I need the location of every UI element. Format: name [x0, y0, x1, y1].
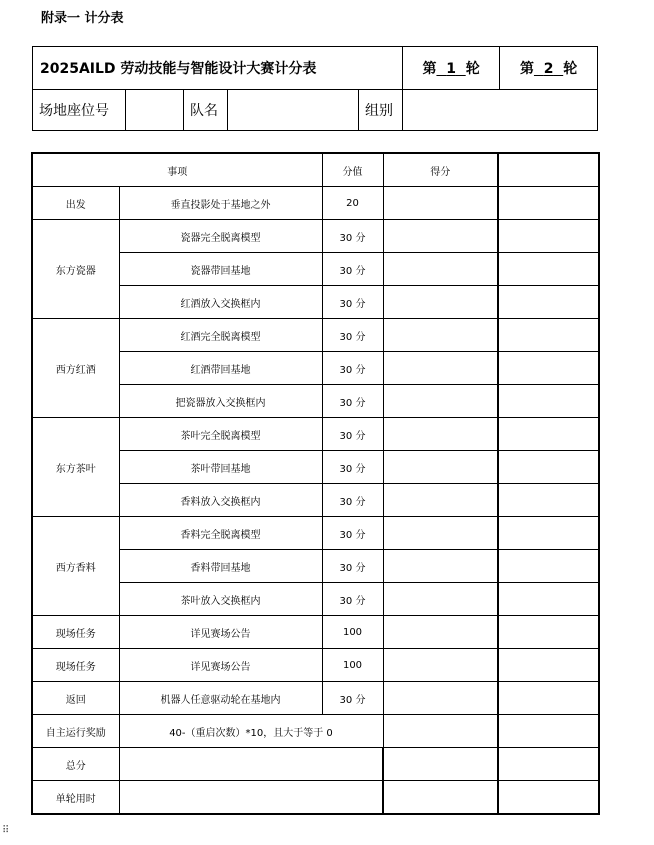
- item-desc: 红酒放入交换框内: [119, 286, 322, 319]
- group-value[interactable]: [403, 90, 598, 131]
- table-row: [32, 715, 599, 748]
- extra-cell: [498, 253, 599, 286]
- extra-cell: [498, 682, 599, 715]
- score-input[interactable]: [383, 187, 498, 220]
- extra-cell: [498, 550, 599, 583]
- section-east-porcelain: 东方瓷器: [32, 220, 119, 319]
- item-desc: 详见赛场公告: [119, 616, 322, 649]
- score-input[interactable]: [383, 385, 498, 418]
- section-round-time: 单轮用时: [32, 781, 119, 815]
- section-bonus: 自主运行奖励: [32, 715, 119, 748]
- item-points: 30 分: [322, 286, 383, 319]
- table-row: [32, 682, 599, 715]
- score-input[interactable]: [383, 451, 498, 484]
- item-points: 30 分: [322, 352, 383, 385]
- table-row: [32, 319, 599, 352]
- extra-cell: [498, 781, 599, 815]
- item-desc: 茶叶带回基地: [119, 451, 322, 484]
- score-input[interactable]: [383, 418, 498, 451]
- table-header-row: [32, 153, 599, 187]
- total-blank: [119, 748, 383, 781]
- item-desc: 把瓷器放入交换框内: [119, 385, 322, 418]
- section-east-tea: 东方茶叶: [32, 418, 119, 517]
- score-table: [31, 152, 600, 815]
- score-input[interactable]: [383, 616, 498, 649]
- table-row: [32, 418, 599, 451]
- item-points: 30 分: [322, 451, 383, 484]
- item-desc: 红酒带回基地: [119, 352, 322, 385]
- round-2-number: 2: [543, 61, 554, 77]
- score-input[interactable]: [383, 352, 498, 385]
- item-points: 30 分: [322, 253, 383, 286]
- column-header-points: 分值: [322, 153, 383, 187]
- item-points: 30 分: [322, 385, 383, 418]
- item-desc: 红酒完全脱离模型: [119, 319, 322, 352]
- table-row: [32, 748, 599, 781]
- extra-cell: [498, 319, 599, 352]
- column-header-item: 事项: [32, 153, 322, 187]
- score-input[interactable]: [383, 583, 498, 616]
- extra-cell: [498, 187, 599, 220]
- section-return: 返回: [32, 682, 119, 715]
- score-input[interactable]: [383, 220, 498, 253]
- section-onsite-task: 现场任务: [32, 649, 119, 682]
- extra-cell: [498, 583, 599, 616]
- table-row: [32, 649, 599, 682]
- item-desc: 瓷器完全脱离模型: [119, 220, 322, 253]
- extra-cell: [498, 153, 599, 187]
- extra-cell: [498, 715, 599, 748]
- extra-cell: [498, 451, 599, 484]
- section-west-spice: 西方香料: [32, 517, 119, 616]
- item-points: 30 分: [322, 484, 383, 517]
- score-input[interactable]: [383, 550, 498, 583]
- item-desc: 机器人任意驱动轮在基地内: [119, 682, 322, 715]
- section-west-wine: 西方红酒: [32, 319, 119, 418]
- team-name-label: 队名: [184, 90, 228, 131]
- table-row: [32, 616, 599, 649]
- item-points: 30 分: [322, 517, 383, 550]
- score-input[interactable]: [383, 517, 498, 550]
- item-desc: 垂直投影处于基地之外: [119, 187, 322, 220]
- item-points: 30 分: [322, 418, 383, 451]
- item-desc: 详见赛场公告: [119, 649, 322, 682]
- time-blank: [119, 781, 383, 815]
- score-input[interactable]: [383, 319, 498, 352]
- scoresheet-title: 2025AILD 劳动技能与智能设计大赛计分表: [33, 47, 403, 90]
- extra-cell: [498, 748, 599, 781]
- group-label: 组别: [359, 90, 403, 131]
- site-seat-value[interactable]: [126, 90, 184, 131]
- item-desc: 茶叶放入交换框内: [119, 583, 322, 616]
- item-points: 30 分: [322, 220, 383, 253]
- item-points: 100: [322, 616, 383, 649]
- extra-cell: [498, 649, 599, 682]
- item-points: 100: [322, 649, 383, 682]
- extra-cell: [498, 418, 599, 451]
- score-input[interactable]: [383, 715, 498, 748]
- round-1-number: 1: [446, 61, 456, 77]
- bonus-desc: 40-（重启次数）*10，且大于等于 0: [119, 715, 383, 748]
- extra-cell: [498, 517, 599, 550]
- round-2-label: 第 2 轮: [500, 47, 598, 90]
- section-onsite-task: 现场任务: [32, 616, 119, 649]
- table-row: [32, 220, 599, 253]
- site-seat-label: 场地座位号: [33, 90, 126, 131]
- appendix-title: 附录一 计分表: [41, 11, 124, 26]
- table-row: [32, 187, 599, 220]
- score-input[interactable]: [383, 286, 498, 319]
- score-input[interactable]: [383, 682, 498, 715]
- total-score-input[interactable]: [383, 748, 498, 781]
- section-depart: 出发: [32, 187, 119, 220]
- drag-handle-icon[interactable]: ⠿: [2, 825, 9, 836]
- round-1-label: 第 1 轮: [403, 47, 500, 90]
- round-time-input[interactable]: [383, 781, 498, 815]
- score-input[interactable]: [383, 484, 498, 517]
- item-points: 30 分: [322, 550, 383, 583]
- extra-cell: [498, 220, 599, 253]
- extra-cell: [498, 385, 599, 418]
- extra-cell: [498, 352, 599, 385]
- item-points: 30 分: [322, 682, 383, 715]
- item-desc: 香料放入交换框内: [119, 484, 322, 517]
- table-row: [32, 517, 599, 550]
- item-desc: 茶叶完全脱离模型: [119, 418, 322, 451]
- table-row: [32, 781, 599, 815]
- section-total: 总分: [32, 748, 119, 781]
- item-desc: 香料完全脱离模型: [119, 517, 322, 550]
- item-points: 20: [322, 187, 383, 220]
- item-points: 30 分: [322, 319, 383, 352]
- extra-cell: [498, 616, 599, 649]
- column-header-score: 得分: [383, 153, 498, 187]
- header-table: [32, 46, 598, 131]
- item-desc: 香料带回基地: [119, 550, 322, 583]
- extra-cell: [498, 286, 599, 319]
- score-input[interactable]: [383, 253, 498, 286]
- team-name-value[interactable]: [228, 90, 359, 131]
- item-desc: 瓷器带回基地: [119, 253, 322, 286]
- extra-cell: [498, 484, 599, 517]
- score-input[interactable]: [383, 649, 498, 682]
- item-points: 30 分: [322, 583, 383, 616]
